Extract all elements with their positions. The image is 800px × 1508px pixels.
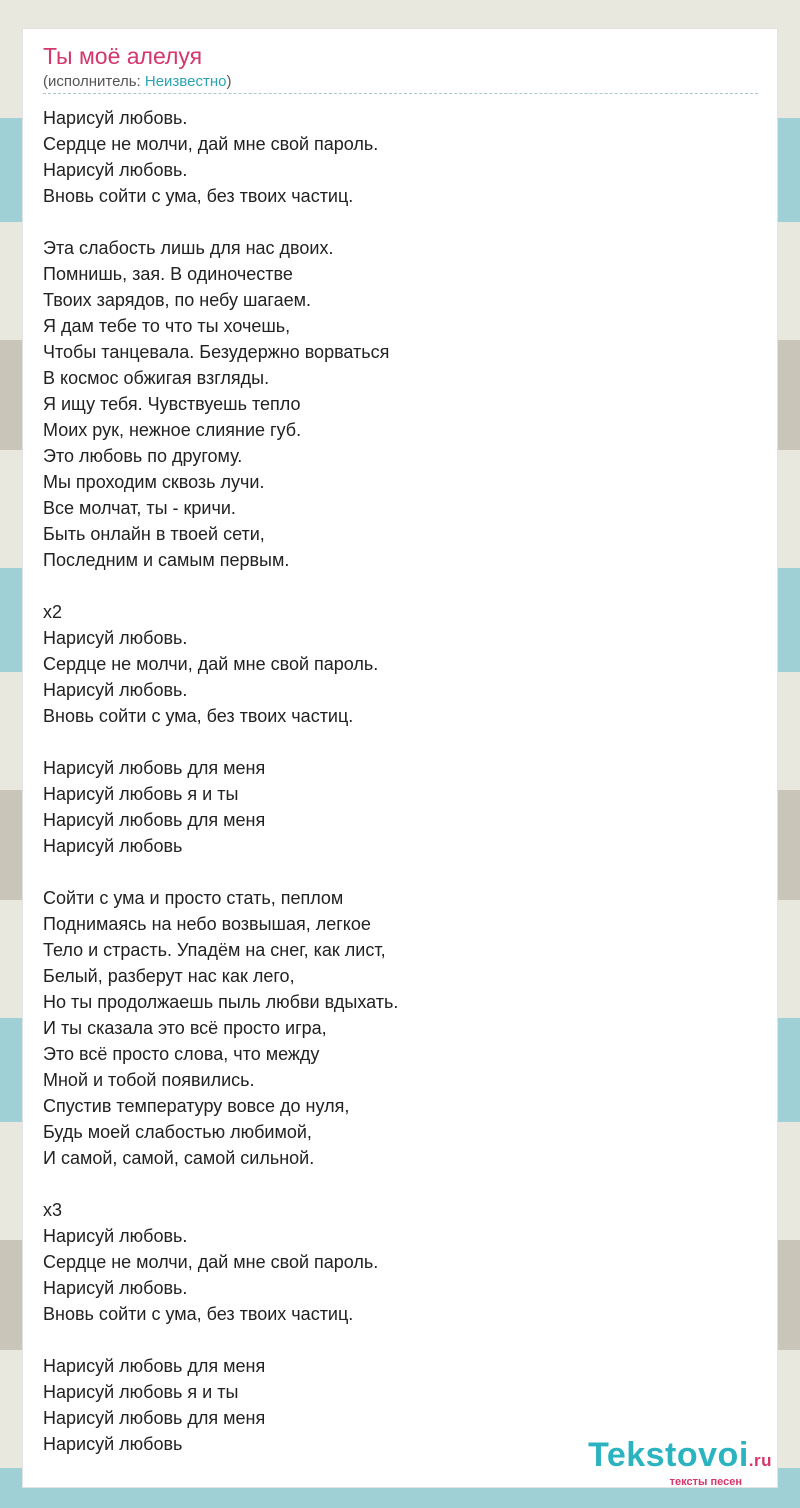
artist-link[interactable]: Неизвестно [144, 73, 227, 90]
artist-line [43, 73, 231, 90]
logo-tld: .ru [748, 1451, 772, 1470]
logo-wordmark [588, 1438, 772, 1478]
song-title: Ты моё алелуя [43, 43, 203, 69]
lyrics-text: Нарисуй любовь. Сердце не молчи, дай мне свой пароль. Нарисуй любовь. Вновь сойти с ума, без твоих частиц. Эта слабость лишь для нас двоих. Помнишь, зая. В одиночестве Твоих зарядов, по небу шагаем. Я дам тебе то что ты хочешь, Чтобы танцевала. Безудержно ворваться В космос обжигая взгляды. Я ищу тебя. Чувствуешь тепло Моих рук, нежное слияние губ. Это любовь по другому. Мы проходим сквозь лучи. Все молчат, ты - кричи. Быть онлайн в твоей сети, Последним и самым первым. x2 Нарисуй любовь. Сердце не молчи, дай мне свой пароль. Нарисуй любовь. Вновь сойти с ума, без твоих частиц. Нарисуй любовь для меня Нарисуй любовь я и ты Нарисуй любовь для меня Нарисуй любовь Сойти с ума и просто стать, пеплом Поднимаясь на небо возвышая, легкое Тело и страсть. Упадём на снег, как лист, Белый, разберут нас как лего, Но ты продолжаешь пыль любви вдыхать. И ты сказала это всё просто игра, Это всё просто слова, что между Мной и тобой появились. Спустив температуру вовсе до нуля, Будь моей слабостью любимой, И самой, самой, самой сильной. x3 Нарисуй любовь. Сердце не молчи, дай мне свой пароль. Нарисуй любовь. Вновь сойти с ума, без твоих частиц. Нарисуй любовь для меня Нарисуй любовь я и ты Нарисуй любовь для меня Нарисуй любовь [43, 108, 399, 1454]
lyrics-page [22, 28, 778, 1488]
logo-name: Tekstovoi [588, 1436, 749, 1474]
logo-tagline: тексты песен [669, 1476, 742, 1488]
divider [43, 93, 758, 94]
site-logo[interactable] [588, 1438, 772, 1488]
artist-suffix: ) [226, 73, 232, 90]
artist-prefix: (исполнитель: [43, 73, 145, 90]
